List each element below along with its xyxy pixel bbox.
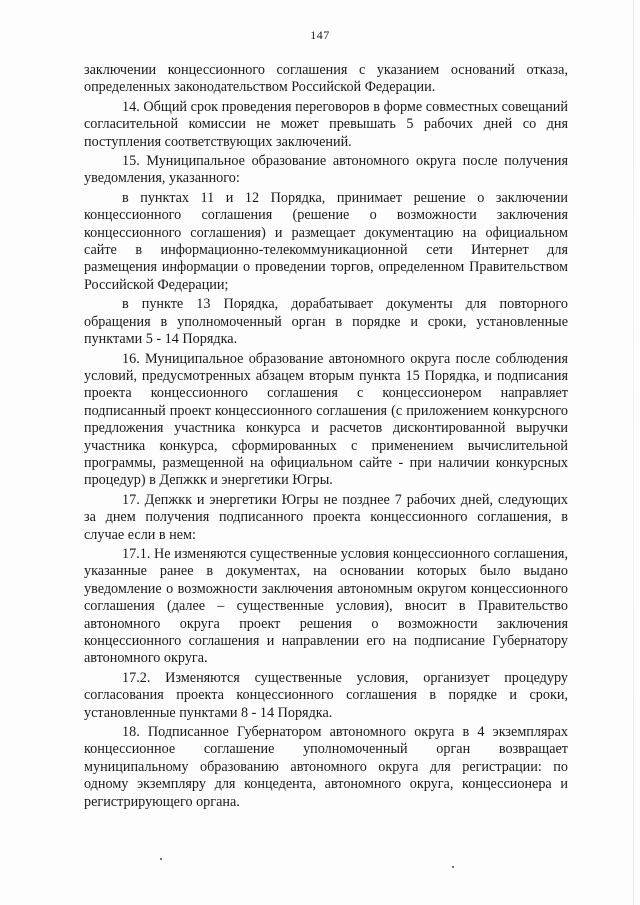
scan-speck bbox=[452, 866, 454, 868]
document-body bbox=[84, 62, 568, 813]
page-number: 147 bbox=[310, 28, 330, 42]
paragraph-16: 16. Муниципальное образование автономного округа после соблюдения условий, предусмотренных абзацем вторым пункта 15 Порядка, и подписания проекта концессионного соглашения с концессионером направляет подписанный проект концессионного соглашения (с приложением конкурсного предложения участника конкурса и расчетов дисконтированной выручки участника конкурса, сформированных с применением вычислительной программы, размещенной на официальном сайте - при наличии конкурсных процедур) в Депжкк и энергетики Югры. bbox=[84, 350, 568, 489]
paragraph-14: 14. Общий срок проведения переговоров в форме совместных совещаний согласительной комиссии не может превышать 5 рабочих дней со дня поступления соответствующих заключений. bbox=[84, 98, 568, 150]
paragraph-18: 18. Подписанное Губернатором автономного округа в 4 экземплярах концессионное соглашение уполномоченный орган возвращает муниципальному образованию автономного округа для регистрации: по одному экземпляру для концедента, автономного округа, концессионера и регистрирующего органа. bbox=[84, 724, 568, 810]
paragraph-15: 15. Муниципальное образование автономного округа после получения уведомления, указанного: bbox=[84, 153, 568, 187]
scan-edge bbox=[633, 0, 634, 905]
paragraph-17: 17. Депжкк и энергетики Югры не позднее 7 рабочих дней, следующих за днем получения подписанного проекта концессионного соглашения, в случае если в нем: bbox=[84, 491, 568, 543]
paragraph-17-2: 17.2. Изменяются существенные условия, организует процедуру согласования проекта концессионного соглашения в порядке и сроки, установленные пунктами 8 - 14 Порядка. bbox=[84, 669, 568, 721]
paragraph-15-item-2: в пункте 13 Порядка, дорабатывает документы для повторного обращения в уполномоченный орган в порядке и сроки, установленные пунктами 5 - 14 Порядка. bbox=[84, 296, 568, 348]
scan-speck bbox=[160, 858, 162, 860]
paragraph-continuation: заключении концессионного соглашения с указанием оснований отказа, определенных законодательством Российской Федерации. bbox=[84, 62, 568, 96]
paragraph-17-1: 17.1. Не изменяются существенные условия концессионного соглашения, указанные ранее в документах, на основании которых было выдано уведомление о возможности заключения автономным округом концессионного соглашения (далее – существенные условия), вносит в Правительство автономного округа проект решения о возможности заключения концессионного соглашения и направлении его на подписание Губернатору автономного округа. bbox=[84, 545, 568, 667]
paragraph-15-item-1: в пунктах 11 и 12 Порядка, принимает решение о заключении концессионного соглашения (решение о возможности заключения концессионного соглашения) и размещает документацию на официальном сайте в информационно-телекоммуникационной сети Интернет для размещения информации о проведении торгов, определенном Правительством Российской Федерации; bbox=[84, 189, 568, 293]
